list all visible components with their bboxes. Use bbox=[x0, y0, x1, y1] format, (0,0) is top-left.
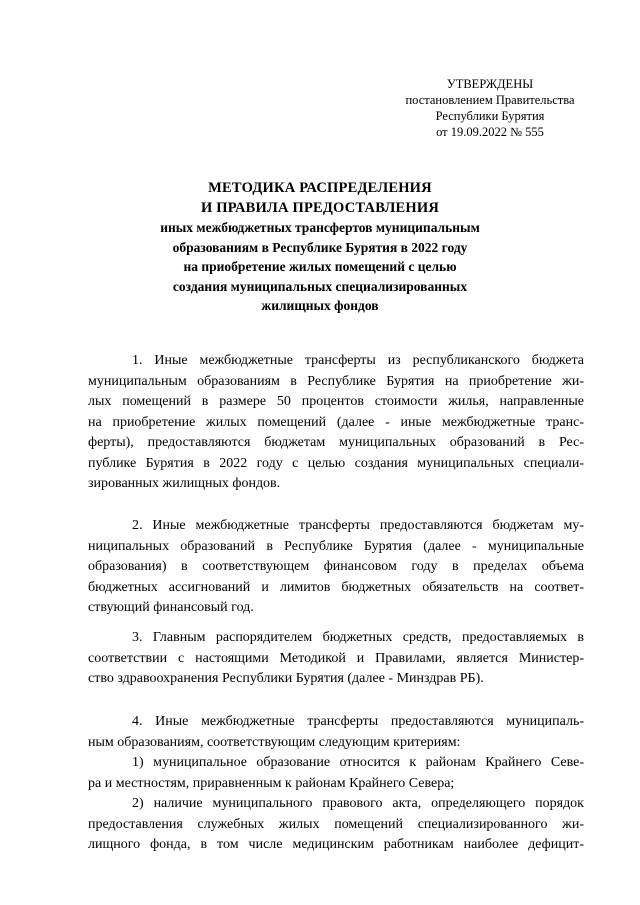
title-line-2: И ПРАВИЛА ПРЕДОСТАВЛЕНИЯ bbox=[200, 200, 440, 216]
paragraph-line: 2. Иные межбюджетные трансферты предоставляются бюджетам му- bbox=[132, 518, 584, 533]
title-line-4: образованиям в Республике Бурятия в 2022 году bbox=[172, 239, 468, 255]
paragraph-line: 3. Главным распорядителем бюджетных средств, предоставляемых в bbox=[132, 630, 584, 645]
paragraph-line: муниципальным образованиям в Республике Бурятия на приобретение жи- bbox=[88, 373, 584, 389]
criterion-1-line: ра и местностям, приравненным к районам Крайнего Севера; bbox=[88, 775, 455, 791]
paragraph-3 bbox=[88, 628, 584, 690]
approval-stamp bbox=[395, 76, 585, 140]
paragraph-line: 1. Иные межбюджетные трансферты из республиканского бюджета bbox=[132, 353, 584, 368]
approval-republic: Республики Бурятия bbox=[435, 109, 545, 123]
paragraph-1 bbox=[88, 351, 584, 495]
paragraph-line: лых помещений в размере 50 процентов стоимости жилья, направленные bbox=[88, 394, 584, 409]
criterion-1-line: 1) муниципальное образование относится к районам Крайнего Севе- bbox=[132, 755, 584, 770]
document-title bbox=[60, 178, 580, 316]
title-line-6: создания муниципальных специализированных bbox=[172, 278, 468, 294]
paragraph-4 bbox=[88, 712, 584, 856]
title-line-5: на приобретение жилых помещений с целью bbox=[183, 259, 457, 274]
paragraph-line: ным образованиям, соответствующим следующим критериям: bbox=[88, 734, 461, 750]
criterion-2-line: лищного фонда, в том числе медицинским работникам наиболее дефицит- bbox=[88, 837, 584, 852]
paragraph-line: на приобретение жилых помещений (далее - иные межбюджетные транс- bbox=[88, 414, 584, 430]
paragraph-line: публике Бурятия в 2022 году с целью создания муниципальных специали- bbox=[88, 455, 584, 471]
criterion-2-line: предоставления служебных жилых помещений специализированного жи- bbox=[88, 816, 584, 832]
approval-heading: УТВЕРЖДЕНЫ bbox=[446, 77, 534, 91]
paragraph-line: ферты), предоставляются бюджетам муниципальных образований в Рес- bbox=[88, 435, 584, 450]
title-line-7: жилищных фондов bbox=[261, 298, 379, 313]
criterion-2-line: 2) наличие муниципального правового акта, определяющего порядок bbox=[132, 796, 584, 811]
paragraph-line: 4. Иные межбюджетные трансферты предоставляются муниципаль- bbox=[132, 714, 584, 729]
paragraph-line: ствующий финансовый год. bbox=[88, 600, 254, 615]
title-line-1: МЕТОДИКА РАСПРЕДЕЛЕНИЯ bbox=[208, 180, 432, 196]
approval-resolution: постановлением Правительства bbox=[405, 93, 575, 107]
paragraph-2 bbox=[88, 516, 584, 619]
title-line-3: иных межбюджетных трансфертов муниципальным bbox=[160, 220, 480, 235]
paragraph-line: ство здравоохранения Республики Бурятия (далее - Минздрав РБ). bbox=[88, 671, 484, 686]
paragraph-line: образования) в соответствующем финансовом году в пределах объема bbox=[88, 559, 584, 574]
paragraph-line: зированных жилищных фондов. bbox=[88, 476, 281, 491]
approval-date-number: от 19.09.2022 № 555 bbox=[436, 125, 544, 139]
paragraph-line: соответствии с настоящими Методикой и Правилами, является Министер- bbox=[88, 650, 584, 666]
paragraph-line: бюджетных ассигнований и лимитов бюджетных обязательств на соответ- bbox=[88, 579, 584, 595]
paragraph-line: ниципальных образований в Республике Бурятия (далее - муниципальные bbox=[88, 538, 584, 554]
